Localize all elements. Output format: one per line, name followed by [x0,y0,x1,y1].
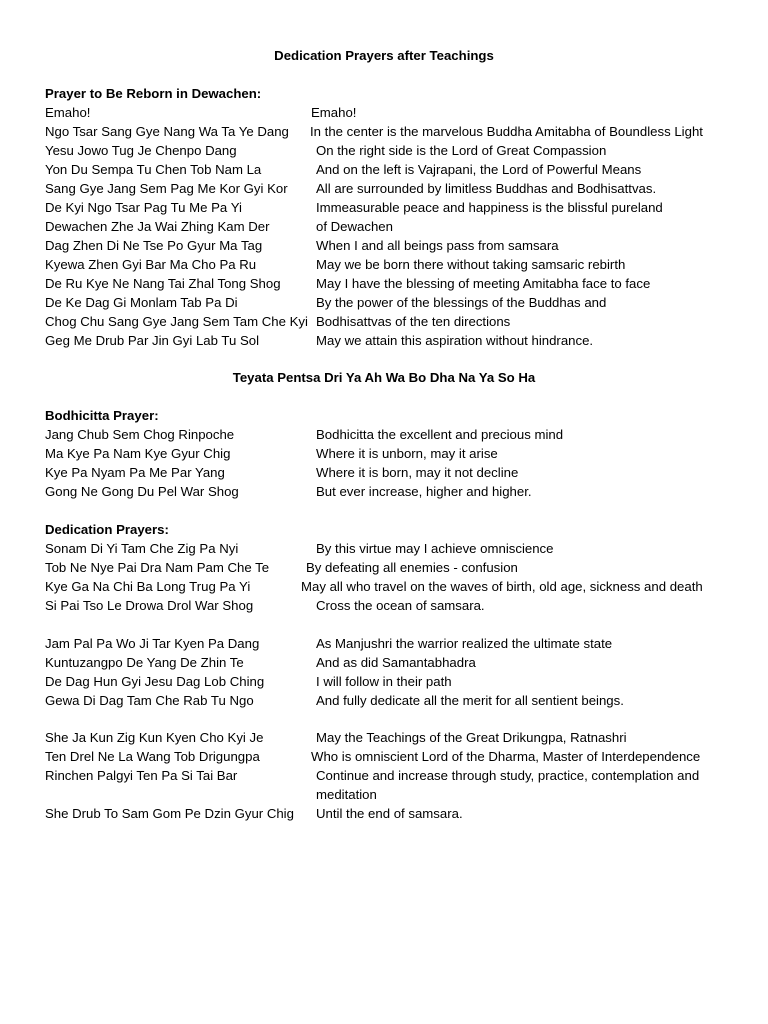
tibetan-line: De Kyi Ngo Tsar Pag Tu Me Pa Yi [45,200,242,215]
tibetan-line: Geg Me Drub Par Jin Gyi Lab Tu Sol [45,333,260,348]
prayer-line [45,425,735,444]
english-line: of Dewachen [316,219,393,234]
prayer-line [45,217,735,236]
english-line: Emaho! [311,105,357,120]
tibetan-line: Ten Drel Ne La Wang Tob Drigungpa [45,749,260,764]
english-line: By this virtue may I achieve omniscience [316,541,554,556]
tibetan-line: Tob Ne Nye Pai Dra Nam Pam Che Te [45,560,270,575]
tibetan-line: She Ja Kun Zig Kun Kyen Cho Kyi Je [45,730,264,745]
tibetan-line: Jang Chub Sem Chog Rinpoche [45,427,235,442]
tibetan-line: Ma Kye Pa Nam Kye Gyur Chig [45,446,231,461]
prayer-line [45,766,735,804]
english-line: May all who travel on the waves of birth, old age, sickness and death [301,579,703,594]
english-line: But ever increase, higher and higher. [316,484,532,499]
dewachen-prayer-section [45,84,735,350]
english-line: Immeasurable peace and happiness is the blissful pureland [316,200,663,215]
tibetan-line: Si Pai Tso Le Drowa Drol War Shog [45,598,254,613]
english-line: And on the left is Vajrapani, the Lord of Powerful Means [316,162,642,177]
english-line: May we be born there without taking samsaric rebirth [316,257,626,272]
dewachen-heading: Prayer to Be Reborn in Dewachen: [45,86,262,101]
tibetan-line: Chog Chu Sang Gye Jang Sem Tam Che Kyi [45,314,308,329]
prayer-line [45,312,735,331]
english-line: On the right side is the Lord of Great Compassion [316,143,607,158]
tibetan-line: Kyewa Zhen Gyi Bar Ma Cho Pa Ru [45,257,257,272]
tibetan-line: De Dag Hun Gyi Jesu Dag Lob Ching [45,674,265,689]
prayer-line [45,577,735,596]
tibetan-line: Kye Ga Na Chi Ba Long Trug Pa Yi [45,579,251,594]
tibetan-line: Dewachen Zhe Ja Wai Zhing Kam Der [45,219,270,234]
english-line: I will follow in their path [316,674,452,689]
tibetan-line: Sang Gye Jang Sem Pag Me Kor Gyi Kor [45,181,288,196]
english-line: When I and all beings pass from samsara [316,238,559,253]
prayer-line [45,179,735,198]
dedication-prayers-section [45,520,735,615]
dedication-group-3 [45,728,735,823]
tibetan-line: Gewa Di Dag Tam Che Rab Tu Ngo [45,693,254,708]
prayer-line [45,482,735,501]
prayer-line [45,293,735,312]
prayer-line [45,103,735,122]
prayer-line [45,444,735,463]
english-line: Where it is unborn, may it arise [316,446,498,461]
english-line: Who is omniscient Lord of the Dharma, Master of Interdependence [311,749,701,764]
prayer-line [45,122,735,141]
bodhicitta-prayer-section [45,406,735,501]
page-title: Dedication Prayers after Teachings [274,48,494,63]
tibetan-line: De Ru Kye Ne Nang Tai Zhal Tong Shog [45,276,281,291]
prayer-line [45,634,735,653]
english-line: May I have the blessing of meeting Amitabha face to face [316,276,651,291]
dedication-group-2 [45,634,735,710]
english-line: Bodhisattvas of the ten directions [316,314,511,329]
english-line: Continue and increase through study, practice, contemplation and meditation [316,768,700,802]
english-line: Cross the ocean of samsara. [316,598,485,613]
english-line: Bodhicitta the excellent and precious mind [316,427,564,442]
prayer-line [45,672,735,691]
prayer-line [45,236,735,255]
english-line: By the power of the blessings of the Buddhas and [316,295,607,310]
english-line: In the center is the marvelous Buddha Amitabha of Boundless Light [310,124,703,139]
prayer-line [45,747,735,766]
prayer-line [45,691,735,710]
mantra-line: Teyata Pentsa Dri Ya Ah Wa Bo Dha Na Ya So Ha [232,370,536,385]
tibetan-line: Yon Du Sempa Tu Chen Tob Nam La [45,162,262,177]
tibetan-line: Ngo Tsar Sang Gye Nang Wa Ta Ye Dang [45,124,289,139]
tibetan-line: Kuntuzangpo De Yang De Zhin Te [45,655,244,670]
tibetan-line: Yesu Jowo Tug Je Chenpo Dang [45,143,237,158]
tibetan-line: She Drub To Sam Gom Pe Dzin Gyur Chig [45,806,294,821]
prayer-line [45,804,735,823]
prayer-line [45,463,735,482]
prayer-line [45,255,735,274]
prayer-line [45,558,735,577]
prayer-line [45,160,735,179]
english-line: And as did Samantabhadra [316,655,476,670]
english-line: All are surrounded by limitless Buddhas and Bodhisattvas. [316,181,657,196]
prayer-line [45,331,735,350]
tibetan-line: Dag Zhen Di Ne Tse Po Gyur Ma Tag [45,238,263,253]
tibetan-line: Emaho! [45,105,91,120]
prayer-line [45,596,735,615]
tibetan-line: Kye Pa Nyam Pa Me Par Yang [45,465,225,480]
english-line: Until the end of samsara. [316,806,463,821]
prayer-line [45,274,735,293]
english-line: And fully dedicate all the merit for all sentient beings. [316,693,624,708]
tibetan-line: De Ke Dag Gi Monlam Tab Pa Di [45,295,238,310]
english-line: As Manjushri the warrior realized the ultimate state [316,636,613,651]
english-line: May the Teachings of the Great Drikungpa, Ratnashri [316,730,627,745]
tibetan-line: Gong Ne Gong Du Pel War Shog [45,484,239,499]
prayer-line [45,728,735,747]
tibetan-line: Sonam Di Yi Tam Che Zig Pa Nyi [45,541,239,556]
bodhicitta-heading: Bodhicitta Prayer: [45,408,159,423]
prayer-line [45,198,735,217]
prayer-line [45,653,735,672]
dedication-heading: Dedication Prayers: [45,522,169,537]
prayer-line [45,141,735,160]
english-line: By defeating all enemies - confusion [306,560,518,575]
tibetan-line: Jam Pal Pa Wo Ji Tar Kyen Pa Dang [45,636,260,651]
tibetan-line: Rinchen Palgyi Ten Pa Si Tai Bar [45,768,238,783]
english-line: Where it is born, may it not decline [316,465,519,480]
english-line: May we attain this aspiration without hindrance. [316,333,594,348]
prayer-line [45,539,735,558]
